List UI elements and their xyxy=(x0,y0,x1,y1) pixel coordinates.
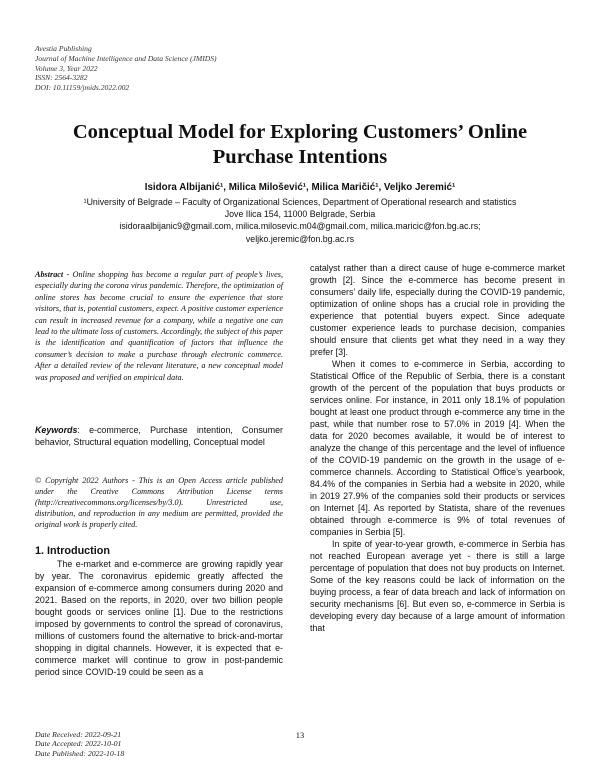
publisher: Avestia Publishing xyxy=(35,44,92,53)
abstract-label: Abstract xyxy=(35,270,64,279)
authors: Isidora Albijanić¹, Milica Milošević¹, Milica Maričić¹, Veljko Jeremić¹ xyxy=(144,182,456,193)
right-paragraph-2: When it comes to e-commerce in Serbia, according to Statistical Office of the Republic of Serbia, there is a constant growth of the percent of the population that buys products or services online. For instance, in 2011 only 18.1% of population bought at least one product through e-commerce any time in the past, while that number rose to 57.0% in 2019 [4]. When the data for 2020 becomes available, it would be of interest to analyze the change of this percentage and the level of influence of the COVID-19 pandemic on the growth in the usage of e-commerce channels. According to Statistical Office’s yearbook, 84.4% of the companies in Serbia had a website in 2020, while in 2019 27.9% of the companies sold their products or services on Internet [4]. As reported by Statista, share of the revenues obtained through e-commerce is 9% of total revenues of companies in Serbia [5]. xyxy=(310,359,565,537)
affiliation xyxy=(20,196,580,245)
journal-header xyxy=(35,44,217,93)
date-published: Date Published: 2022-10-18 xyxy=(35,748,125,758)
intro-paragraph: The e-market and e-commerce are growing rapidly year by year. The coronavirus epidemic greatly affected the expansion of e-commerce among consumers during 2020 and 2021. Based on the reports, in 2020, over two billion people bought goods or services online [1]. Due to the restrictions imposed by governments to control the spread of coronavirus, millions of customers found the alternative to brick-and-mortar shopping in digital channels. However, it is expected that e-commerce market will continue to grow in post-pandemic period since COVID-19 could be seen as a xyxy=(35,559,283,677)
dates-footer xyxy=(35,730,124,758)
copyright-notice: © Copyright 2022 Authors - This is an Open Access article published under the Creative Commons Attribution License terms (http://creativecommons.org/licenses/by/3.0). Unrestricted use, distribution, and reproduction in any medium are permitted, provided the original work is properly cited. xyxy=(35,476,283,529)
date-received: Date Received: 2022-09-21 xyxy=(35,730,122,739)
right-column xyxy=(310,262,565,634)
affiliation-line-1: ¹University of Belgrade – Faculty of Organizational Sciences, Department of Operational research and statistics xyxy=(83,197,517,207)
paper-title xyxy=(20,120,580,170)
journal-name: Journal of Machine Intelligence and Data Science (JMIDS) xyxy=(35,53,217,63)
emails-line-2: veljko.jeremic@fon.bg.ac.rs xyxy=(245,233,355,244)
issn: ISSN: 2564-3282 xyxy=(35,73,88,83)
page-number: 13 xyxy=(295,730,305,740)
intro-body xyxy=(35,558,283,678)
keywords-text: : e-commerce, Purchase intention, Consumer behavior, Structural equation modelling, Conceptual model xyxy=(35,425,283,447)
right-paragraph-3: In spite of year-to-year growth, e-commerce in Serbia has not reached European average yet - there is still a large percentage of population that does not buy products on Internet. Some of the key reasons could be lack of information on the buying process, a fear of data breach and lack of information on security mechanisms [6]. But even so, e-commerce in Serbia is developing every day because of a large amount of information that xyxy=(310,539,565,633)
keywords-label: Keywords xyxy=(35,425,78,435)
doi: DOI: 10.11159/jmids.2022.002 xyxy=(35,83,130,93)
keywords xyxy=(35,424,283,448)
right-paragraph-1: catalyst rather than a direct cause of huge e-commerce market growth [2]. Since the e-commerce has become present in consumers’ daily life, especially during the COVID-19 pandemic, optimization of online shops has a crucial role in providing the experience that potential buyers expect. Since adequate customer experience leads to purchase decision, companies should ensure that clients get what they need in a way they prefer [3]. xyxy=(310,263,565,357)
title-line-1: Conceptual Model for Exploring Customers’ Online xyxy=(72,121,528,143)
title-line-2: Purchase Intentions xyxy=(212,146,388,168)
volume: Volume 3, Year 2022 xyxy=(35,63,98,73)
abstract xyxy=(35,269,283,383)
affiliation-line-2: Jove Ilica 154, 11000 Belgrade, Serbia xyxy=(224,209,376,220)
abstract-text: - Online shopping has become a regular part of people’s lives, especially during the corona virus pandemic. Therefore, the optimization of online stores has become crucial to ensure the experience that store visitors, that is, potential customers, expect. A positive customer experience can result in increased revenue for a company, while a negative one can lead to the ultimate loss of customers. Accordingly, the subject of this paper is the identification and quantification of factors that influence the consumer’s decision to make a purchase through electronic commerce. After a detailed review of the relevant literature, a new conceptual model was proposed and verified on empirical data. xyxy=(35,270,283,382)
date-accepted: Date Accepted: 2022-10-01 xyxy=(35,739,122,749)
section-heading: 1. Introduction xyxy=(35,545,110,557)
emails-line-1: isidoraalbijanic9@gmail.com, milica.milosevic.m04@gmail.com, milica.maricic@fon.bg.ac.rs; xyxy=(119,221,481,232)
